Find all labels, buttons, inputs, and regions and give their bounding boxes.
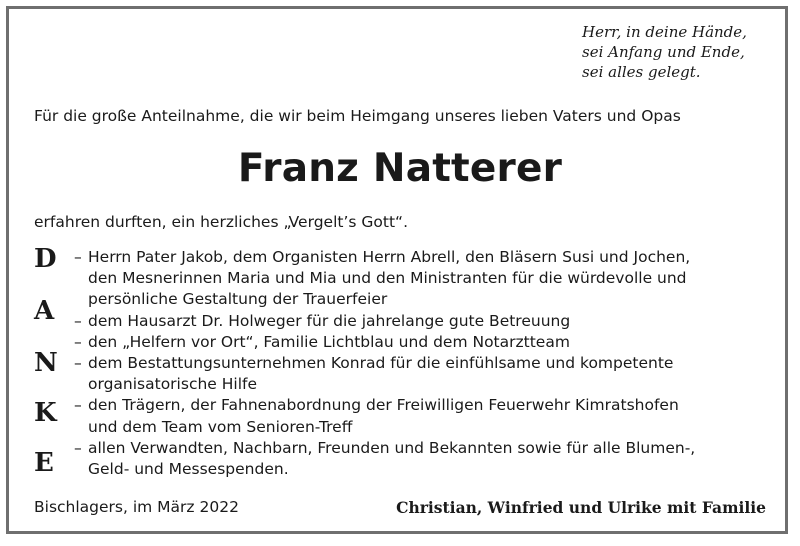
- thanks-line: allen Verwandten, Nachbarn, Freunden und Bekannten sowie für alle Blumen-,: [88, 438, 696, 457]
- dash: –: [74, 438, 82, 457]
- danke-letter: A: [34, 296, 55, 326]
- thanks-item: [74, 353, 695, 395]
- thanks-line: persönliche Gestaltung der Trauerfeier: [88, 290, 388, 309]
- thanks-line: den Mesnerinnen Maria und Mia und den Ministranten für die würdevolle und: [88, 269, 687, 288]
- motto-line: sei Anfang und Ende,: [582, 43, 745, 61]
- signature: Christian, Winfried und Ulrike mit Familie: [396, 498, 766, 517]
- thanks-item: [74, 247, 695, 311]
- place-date: Bischlagers, im März 2022: [34, 498, 239, 516]
- thanks-line: dem Bestattungsunternehmen Konrad für die einfühlsame und kompetente: [88, 354, 674, 373]
- dash: –: [74, 354, 82, 373]
- dash: –: [74, 332, 82, 351]
- gratitude-text: erfahren durften, ein herzliches „Vergelt’s Gott“.: [34, 213, 408, 231]
- thanks-item: [74, 311, 695, 332]
- thanks-line: Herrn Pater Jakob, dem Organisten Herrn Abrell, den Bläsern Susi und Jochen,: [88, 248, 691, 266]
- deceased-name: Franz Natterer: [237, 146, 563, 191]
- motto-line: Herr, in deine Hände,: [582, 23, 747, 41]
- thanks-line: organisatorische Hilfe: [88, 375, 258, 394]
- danke-letter: D: [34, 244, 57, 274]
- thanks-line: den Trägern, der Fahnenabordnung der Freiwilligen Feuerwehr Kimratshofen: [88, 396, 679, 415]
- thanks-list: [74, 247, 695, 480]
- thanks-line: den „Helfern vor Ort“, Familie Lichtblau und dem Notarztteam: [88, 332, 570, 351]
- thanks-item: [74, 332, 695, 353]
- dash: –: [74, 248, 82, 266]
- danke-letter: K: [34, 398, 57, 428]
- intro-text: Für die große Anteilnahme, die wir beim Heimgang unseres lieben Vaters und Opas: [34, 107, 681, 125]
- thanks-line: dem Hausarzt Dr. Holweger für die jahrelange gute Betreuung: [88, 311, 571, 330]
- motto-line: sei alles gelegt.: [582, 63, 701, 81]
- dash: –: [74, 311, 82, 330]
- motto-verse: [582, 22, 747, 82]
- dash: –: [74, 396, 82, 415]
- thanks-item: [74, 395, 695, 437]
- danke-letter: E: [34, 448, 54, 478]
- thanks-item: [74, 438, 695, 480]
- thanks-line: und dem Team vom Senioren-Treff: [88, 417, 353, 436]
- danke-letter: N: [34, 348, 58, 378]
- thanks-line: Geld- und Messespenden.: [88, 460, 289, 479]
